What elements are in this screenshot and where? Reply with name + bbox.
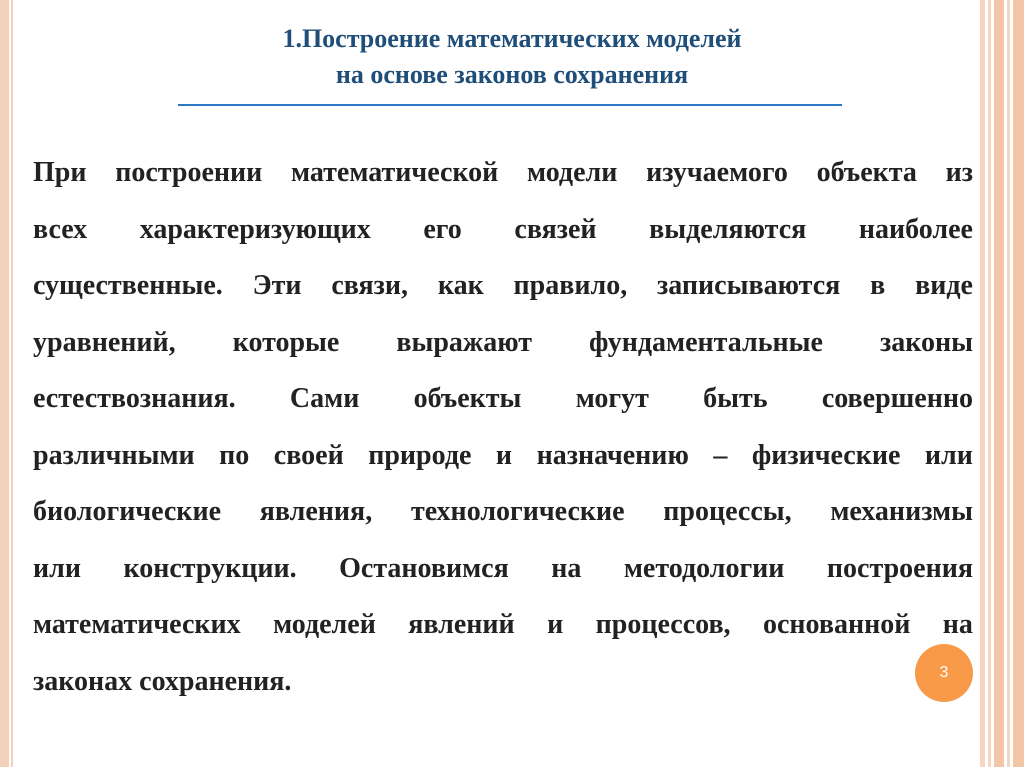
- body-word: его: [423, 213, 462, 245]
- body-word: Эти: [252, 270, 302, 301]
- body-word: Остановимся: [339, 552, 509, 584]
- body-word: уравнений,: [33, 326, 176, 358]
- body-word: в: [870, 270, 886, 301]
- body-word: как: [437, 270, 484, 301]
- body-word: процессов,: [595, 609, 731, 640]
- body-line: [33, 258, 973, 315]
- body-word: или: [33, 552, 81, 584]
- body-word: –: [713, 439, 728, 471]
- body-word: изучаемого: [646, 157, 788, 188]
- body-line: [33, 202, 973, 259]
- body-word: характеризующих: [139, 213, 371, 245]
- body-word: моделей: [273, 609, 376, 640]
- body-word: построении: [115, 157, 263, 188]
- body-word: виде: [915, 270, 973, 301]
- body-word: биологические: [33, 496, 222, 527]
- body-word: быть: [703, 383, 768, 414]
- slide-title: [180, 21, 844, 93]
- body-paragraph: [33, 145, 973, 710]
- body-word: назначению: [536, 439, 689, 471]
- body-word: объекты: [413, 383, 522, 414]
- body-word: физические: [751, 439, 901, 471]
- body-word: явления,: [259, 496, 373, 527]
- title-line-1: 1.Построение математических моделей: [282, 24, 742, 53]
- body-word: При: [33, 157, 87, 188]
- body-word: конструкции.: [123, 552, 297, 584]
- body-word: математических: [33, 609, 241, 640]
- body-line: [33, 484, 973, 541]
- body-word: могут: [575, 383, 649, 414]
- body-word: явлений: [408, 609, 515, 640]
- body-line: [33, 371, 973, 428]
- body-line: [33, 315, 973, 372]
- body-word: связи,: [331, 270, 409, 301]
- body-word: механизмы: [830, 496, 973, 527]
- body-word: Сами: [289, 383, 360, 414]
- body-word: технологические: [410, 496, 625, 527]
- body-word: методологии: [623, 552, 785, 584]
- body-word: построения: [826, 552, 973, 584]
- body-word: своей: [273, 439, 344, 471]
- body-word: объекта: [816, 157, 917, 188]
- body-word: совершенно: [821, 383, 973, 414]
- body-word: естествознания.: [33, 383, 236, 414]
- body-word: которые: [232, 326, 340, 358]
- body-word: наиболее: [858, 213, 973, 245]
- body-word: и: [547, 609, 564, 640]
- body-word: модели: [527, 157, 618, 188]
- body-line: [33, 654, 973, 711]
- page-number-badge: 3: [915, 644, 973, 702]
- body-word: на: [551, 552, 582, 584]
- body-word: всех: [33, 213, 88, 245]
- body-line: [33, 428, 973, 485]
- body-word: математической: [291, 157, 499, 188]
- body-word: выражают: [396, 326, 532, 358]
- title-underline: [178, 104, 842, 106]
- body-word: процессы,: [663, 496, 792, 527]
- title-line-2: на основе законов сохранения: [335, 60, 689, 89]
- body-word: на: [942, 609, 973, 640]
- body-word: фундаментальные: [589, 326, 823, 358]
- body-word: основанной: [762, 609, 911, 640]
- body-word: выделяются: [649, 213, 807, 245]
- body-word: природе: [368, 439, 472, 471]
- body-word: различными: [33, 439, 195, 471]
- body-line: [33, 145, 973, 202]
- body-line: [33, 541, 973, 598]
- body-word: законы: [879, 326, 973, 358]
- body-word: связей: [514, 213, 597, 245]
- body-word: существенные.: [33, 270, 223, 301]
- body-word: правило,: [513, 270, 628, 301]
- body-word: и: [495, 439, 513, 471]
- body-word: или: [924, 439, 973, 471]
- body-word: законах сохранения.: [33, 665, 292, 697]
- body-line: [33, 597, 973, 654]
- body-word: по: [219, 439, 250, 471]
- body-word: из: [945, 157, 973, 188]
- body-word: записываются: [657, 270, 841, 301]
